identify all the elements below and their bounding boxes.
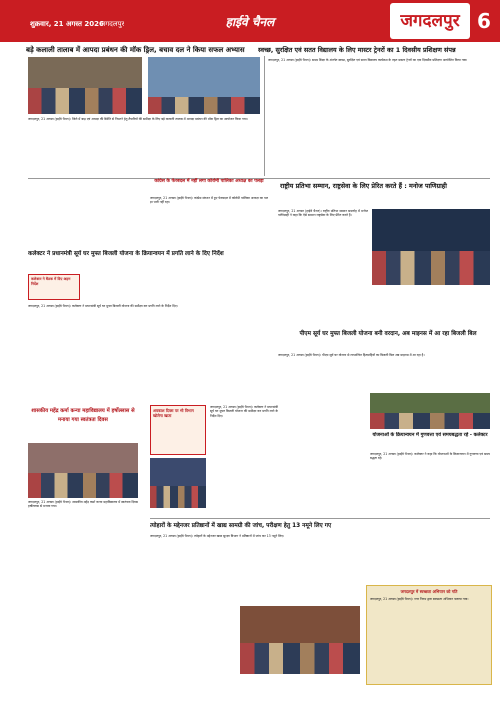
- callout-box-collector: कलेक्टर ने बैठक में दिए अहम निर्देश: [28, 274, 80, 300]
- headline-talent: राष्ट्रीय प्रतिभा सम्मान, राष्ट्रसेवा के लिए प्रेरित करते हैं : मनोज पाणिग्राही: [280, 182, 447, 190]
- photo-felicitation: [372, 209, 490, 285]
- photo-college-event: [28, 443, 138, 498]
- story-talent-text: जगदलपुर, 21 अगस्त (हाईवे चैनल)। राष्ट्रीय प्रतिभा सम्मान समारोह में मनोज पाणिग्राही ने कहा कि ऐसे सम्मान राष्ट्रसेवा के लिए प्रेरित करते हैं।: [278, 209, 368, 218]
- photo-meeting: [370, 393, 490, 429]
- photo-food-inspection: [240, 606, 360, 674]
- masthead-date: शुक्रवार, 21 अगस्त 2026: [30, 20, 104, 28]
- headline-collector-scheme: कलेक्टर ने प्रधानमंत्री सूर्य घर मुफ्त बिजली योजना के क्रियान्वयन में प्रगति लाने के दिए निर्देश: [28, 251, 224, 257]
- headline-training: स्वच्छ, सुरक्षित एवं सतत विद्यालय के लिए मास्टर ट्रेनरों का 1 दिवसीय प्रशिक्षण संपन्न: [258, 46, 456, 54]
- masthead-brand-logo: हाईवे चैनल: [225, 15, 275, 29]
- callout-box-account: अवकाश दिवस पर भी विभाग खोलेगा खाता: [150, 405, 206, 455]
- photo-mock-drill: [28, 57, 142, 114]
- story-account-text: जगदलपुर, 21 अगस्त (हाईवे चैनल)। कलेक्टर ने प्रधानमंत्री सूर्य घर मुफ्त बिजली योजना की समीक्षा कर प्रगति लाने के निर्देश दिए।: [210, 405, 278, 418]
- info-box-text: जगदलपुर, 21 अगस्त (हाईवे चैनल)। नगर निगम द्वारा स्वच्छता अभियान चलाया गया।: [370, 597, 469, 601]
- story-surya-ghar-text: जगदलपुर, 21 अगस्त (हाईवे चैनल)। पीएम सूर्य घर योजना से लाभान्वित हितग्राहियों का बिजली बिल अब माइनस में आ रहा है।: [278, 353, 425, 357]
- story-mock-drill-text: जगदलपुर, 21 अगस्त (हाईवे चैनल)। जिले में बाढ़ एवं आपदा की स्थिति से निपटने हेतु तैयारियों की समीक्षा के लिए बड़े कलाली तालाब में आपदा प्रबंधन की मॉक ड्रिल का आयोजन किया गया।: [28, 117, 248, 121]
- story-quality-text: जगदलपुर, 21 अगस्त (हाईवे चैनल)। कलेक्टर ने कहा कि योजनाओं के क्रियान्वयन में गुणवत्ता एवं समयबद्धता रहे।: [370, 452, 490, 461]
- headline-surya-ghar: पीएम सूर्य घर मुफ्त बिजली योजना बनी वरदान, अब माइनस में आ रहा बिजली बिल: [299, 331, 477, 337]
- story-training-text: जगदलपुर, 21 अगस्त (हाईवे चैनल)। समग्र शिक्षा के अंतर्गत स्वच्छ, सुरक्षित एवं सतत विद्यालय कार्यक्रम के तहत मास्टर ट्रेनरों का एक दिवसीय प्रशिक्षण आयोजित किया गया।: [268, 58, 468, 62]
- row-divider-2: [150, 518, 490, 519]
- photo-officials: [150, 458, 206, 508]
- masthead-city: जगदलपुर: [100, 20, 125, 28]
- column-divider: [264, 56, 265, 176]
- info-box: [366, 585, 492, 685]
- info-box-title: जगदलपुर में स्वच्छता अभियान को गति: [400, 589, 458, 594]
- section-title: जगदलपुर: [390, 3, 470, 39]
- headline-mock-drill: बड़े कलाली तालाब में आपदा प्रबंधन की मॉक ड्रिल, बचाव दल ने किया सफल अभ्यास: [26, 46, 245, 54]
- story-food-text: जगदलपुर, 21 अगस्त (हाईवे चैनल)। त्योहारों के मद्देनजर खाद्य सुरक्षा विभाग ने प्रतिष्ठानों में जांच कर 13 नमूने लिए।: [150, 534, 285, 538]
- headline-college: शासकीय महेंद्र कर्मा कन्या महाविद्यालय में हर्षोल्लास से मनाया गया स्वतंत्रता दिवस: [31, 408, 135, 423]
- photo-boat-rescue: [148, 57, 260, 114]
- headline-quality: योजनाओं के क्रियान्वयन में गुणवत्ता एवं समयबद्धता रहे - कलेक्टर: [372, 433, 488, 438]
- headline-congress: कांग्रेस के फेरबदल में नहीं लगा कोर्रामी पालिका अध्यक्ष का पलड़ा: [154, 179, 264, 184]
- page-number: 6: [477, 9, 491, 33]
- story-congress-text: जगदलपुर, 21 अगस्त (हाईवे चैनल)। कांग्रेस संगठन में हुए फेरबदल में कोर्रामी पालिका अध्यक्ष का पलड़ा भारी नहीं रहा।: [150, 196, 268, 205]
- story-college-text: जगदलपुर, 21 अगस्त (हाईवे चैनल)। शासकीय महेंद्र कर्मा कन्या महाविद्यालय में स्वतंत्रता दिवस हर्षोल्लास से मनाया गया।: [28, 500, 138, 509]
- story-collector-text: जगदलपुर, 21 अगस्त (हाईवे चैनल)। कलेक्टर ने प्रधानमंत्री सूर्य घर मुफ्त बिजली योजना की समीक्षा कर प्रगति लाने के निर्देश दिए।: [28, 304, 178, 308]
- headline-food-testing: त्योहारों के मद्देनजर प्रतिष्ठानों में खाद्य सामग्री की जांच, परीक्षण हेतु 13 नमूने लिए गए: [150, 523, 332, 529]
